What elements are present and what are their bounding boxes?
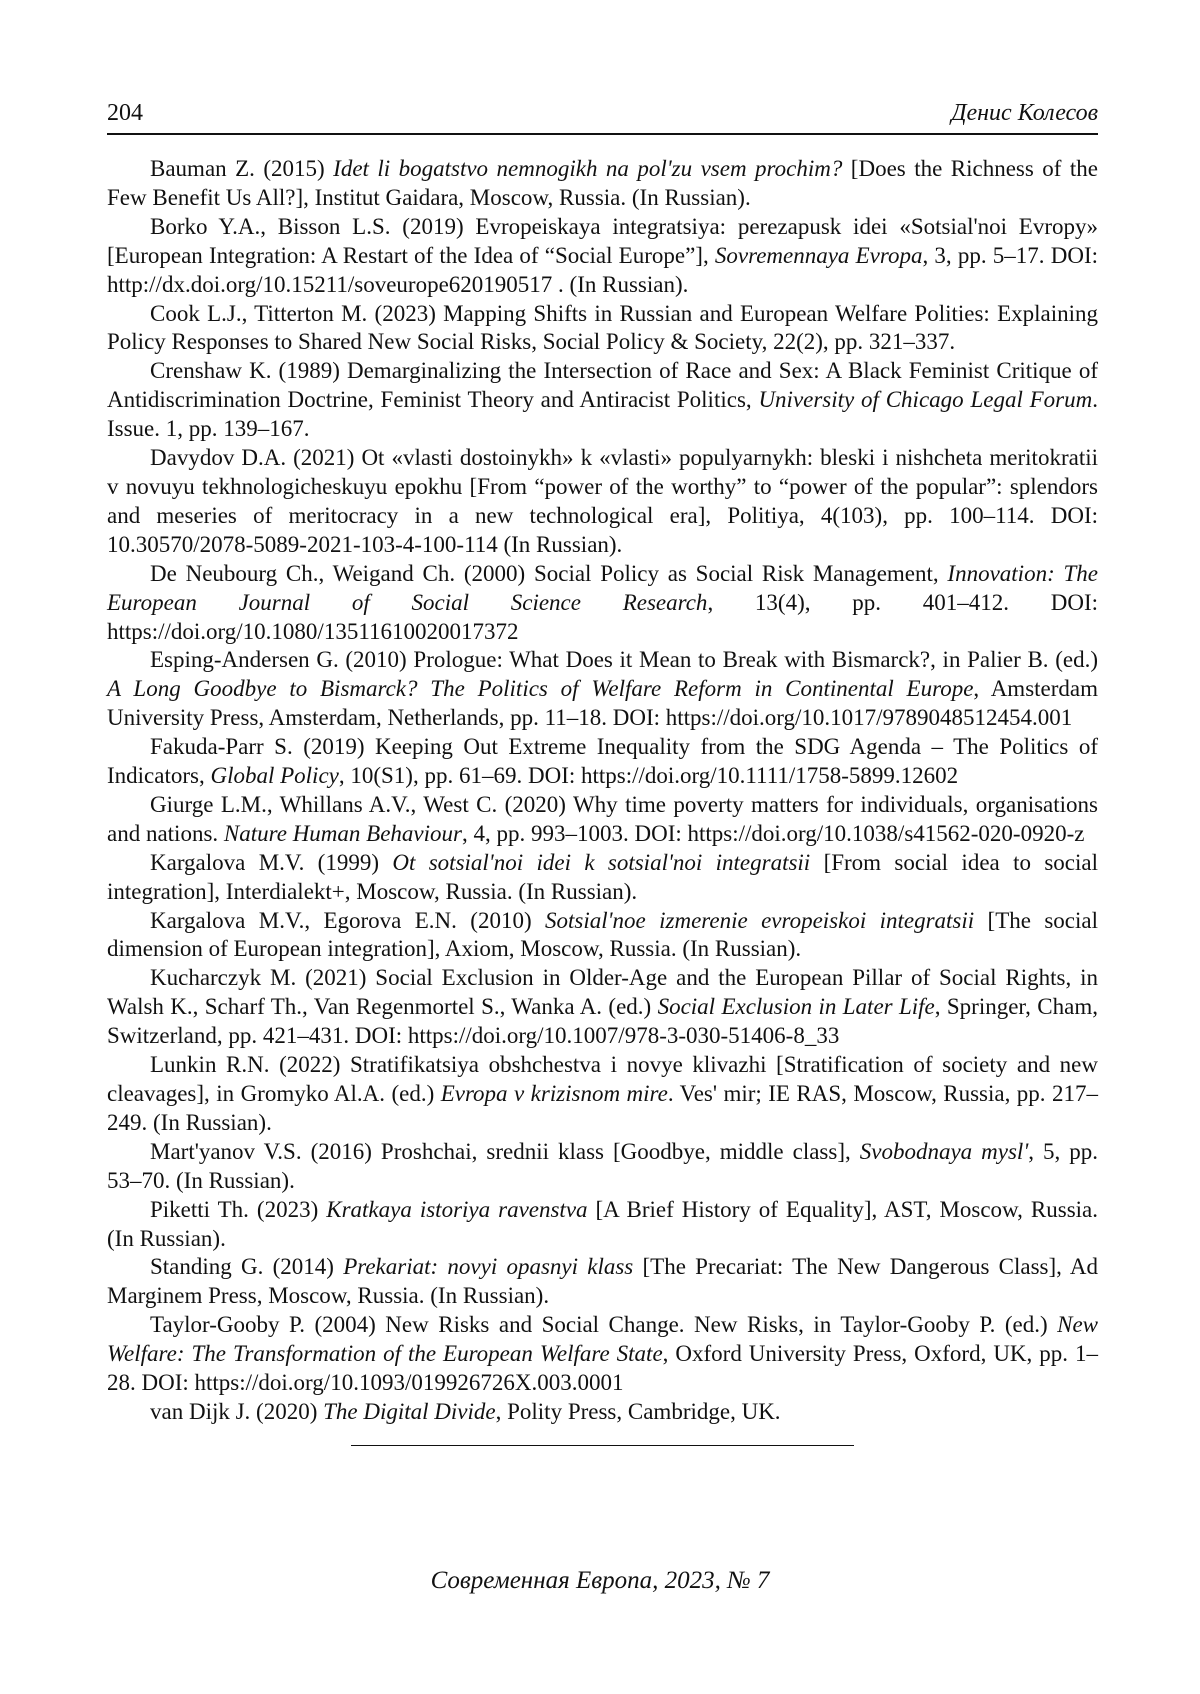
reference-text: Fakuda-Parr S. (2019) Keeping Out Extreme Inequality from the SDG Agenda – The Politics of Indicators, [107,734,1098,789]
reference-italic-title: University of Chicago Legal Forum [758,387,1093,413]
reference-italic-title: Sotsial'noe izmerenie evropeiskoi integratsii [545,907,975,933]
reference-text: , 3, pp. 5–17. DOI: http://dx.doi.org/10.15211/soveurope620190517 . (In Russian). [107,242,1098,297]
reference-text: Kargalova M.V., Egorova E.N. (2010) [150,907,545,933]
reference-text: Bauman Z. (2015) [150,156,334,181]
reference-text: Crenshaw K. (1989) Demarginalizing the Intersection of Race and Sex: A Black Feminist Critique of Antidiscrimination Doctrine, Feminist Theory and Antiracist Politics, [107,358,1098,413]
reference-text: , Springer, Cham, Switzerland, pp. 421–431. DOI: https://doi.org/10.1007/978-3-030-51406-8_33 [107,994,1098,1049]
reference-text: Esping-Andersen G. (2010) Prologue: What Does it Mean to Break with Bismarck?, in Palier B. (ed.) [150,647,1098,673]
reference-italic-title: Ot sotsial'noi idei k sotsial'noi integratsii [392,849,811,875]
reference-text: Mart'yanov V.S. (2016) Proshchai, srednii klass [Goodbye, middle class], [150,1138,860,1164]
reference-italic-title: Svobodnaya mysl' [859,1138,1029,1164]
reference-text: , 13(4), pp. 401–412. DOI: https://doi.org/10.1080/13511610020017372 [107,589,1098,644]
reference-entry [107,1138,1098,1196]
reference-entry [107,907,1098,965]
reference-text: . Ves' mir; IE RAS, Moscow, Russia, pp. 217–249. (In Russian). [107,1081,1098,1135]
reference-italic-title: Sovremennaya Evropa [714,242,923,268]
reference-italic-title: The Digital Divide [323,1398,496,1424]
page-number: 204 [107,100,143,126]
reference-entry [107,1196,1098,1254]
reference-entry [107,1051,1098,1138]
reference-text: , 10(S1), pp. 61–69. DOI: https://doi.org/10.1111/1758-5899.12602 [338,763,959,789]
reference-text: Kargalova M.V. (1999) [150,849,393,875]
reference-text: van Dijk J. (2020) [150,1398,324,1424]
reference-entry [107,560,1098,647]
reference-entry [107,300,1098,358]
reference-text: , Oxford University Press, Oxford, UK, pp. 1–28. DOI: https://doi.org/10.1093/019926726X.003.0001 [107,1341,1098,1396]
reference-entry [107,791,1098,849]
reference-entry [107,155,1098,213]
running-header [107,100,1098,135]
reference-italic-title: New Welfare: The Transformation of the European Welfare State [107,1312,1098,1367]
running-author: Денис Колесов [951,100,1098,126]
reference-entry [107,444,1098,560]
page [107,100,1098,1446]
reference-italic-title: Global Policy [210,763,339,789]
reference-text: [A Brief History of Equality], AST, Moscow, Russia. (In Russian). [107,1196,1099,1251]
reference-text: . Issue. 1, pp. 139–167. [107,387,1098,442]
reference-entry [107,646,1098,733]
reference-italic-title: Evropa v krizisnom mire [440,1081,668,1106]
reference-entry [107,733,1098,791]
reference-italic-title: Innovation: The European Journal of Social Science Research [107,560,1098,615]
reference-entry [107,849,1098,907]
reference-entry [107,964,1098,1051]
reference-text: , 4, pp. 993–1003. DOI: https://doi.org/10.1038/s41562-020-0920-z [461,820,1085,846]
reference-text: [The social dimension of European integration], Axiom, Moscow, Russia. (In Russian). [107,907,1098,962]
reference-entry [107,357,1098,444]
reference-entry [107,213,1098,300]
reference-italic-title: Idet li bogatstvo nemnogikh na pol'zu vsem prochim? [333,156,843,181]
reference-entry [107,1398,1098,1427]
reference-text: Kucharczyk M. (2021) Social Exclusion in Older-Age and the European Pillar of Social Rights, in Walsh K., Scharf Th., Van Regenmortel S., Wanka A. (ed.) [107,965,1098,1020]
reference-text: , 5, pp. 53–70. (In Russian). [107,1138,1099,1193]
reference-text: , Amsterdam University Press, Amsterdam, Netherlands, pp. 11–18. DOI: https://doi.org/10.1017/9789048512454.001 [107,676,1099,731]
reference-text: Giurge L.M., Whillans A.V., West C. (2020) Why time poverty matters for individuals, organisations and nations. [107,791,1098,846]
journal-footer: Современная Европа, 2023, № 7 [430,1567,770,1594]
reference-text: Lunkin R.N. (2022) Stratifikatsiya obshchestva i novye klivazhi [Stratification of society and new cleavages], in Gromyko Al.A. (ed.) [107,1052,1098,1106]
reference-text: Borko Y.A., Bisson L.S. (2019) Evropeiskaya integratsiya: perezapusk idei «Sotsial'noi Evropy» [European Integration: A Restart of the Idea of “Social Europe”], [107,213,1098,268]
reference-text: [The Precariat: The New Dangerous Class], Ad Marginem Press, Moscow, Russia. (In Russian). [107,1254,1098,1309]
reference-entry [107,1253,1098,1311]
reference-text: Taylor-Gooby P. (2004) New Risks and Social Change. New Risks, in Taylor-Gooby P. (ed.) [150,1312,1058,1338]
reference-italic-title: Prekariat: novyi opasnyi klass [343,1254,634,1280]
reference-italic-title: Nature Human Behaviour [223,820,462,846]
reference-italic-title: Social Exclusion in Later Life [657,994,935,1020]
reference-text: Piketti Th. (2023) [150,1196,327,1222]
reference-text: De Neubourg Ch., Weigand Ch. (2000) Social Policy as Social Risk Management, [150,560,948,586]
reference-text: [From social idea to social integration], Interdialekt+, Moscow, Russia. (In Russian). [107,849,1098,904]
reference-text: , Polity Press, Cambridge, UK. [495,1398,781,1424]
reference-text: [Does the Richness of the Few Benefit Us All?], Institut Gaidara, Moscow, Russia. (In Russian). [107,156,1098,210]
reference-entry [107,1311,1098,1398]
reference-text: Davydov D.A. (2021) Ot «vlasti dostoinykh» k «vlasti» populyarnykh: bleski i nishcheta meritokratii v novuyu tekhnologicheskuyu epokhu [From “power of the worthy” to “power of the popular”: splendors and meseries of meritocracy in a new technological era], Politiya, 4(103), pp. 100–114. DOI: 10.30570/2078-5089-2021-103-4-100-114 (In Russian). [107,445,1098,557]
reference-italic-title: Kratkaya istoriya ravenstva [326,1196,588,1222]
reference-text: Cook L.J., Titterton M. (2023) Mapping Shifts in Russian and European Welfare Polities: Explaining Policy Responses to Shared New Social Risks, Social Policy & Society, 22(2), pp. 321–337. [107,300,1098,355]
end-separator [351,1445,854,1446]
reference-text: Standing G. (2014) [150,1254,344,1280]
reference-list [107,155,1098,1427]
reference-italic-title: A Long Goodbye to Bismarck? The Politics of Welfare Reform in Continental Europe [107,676,974,702]
